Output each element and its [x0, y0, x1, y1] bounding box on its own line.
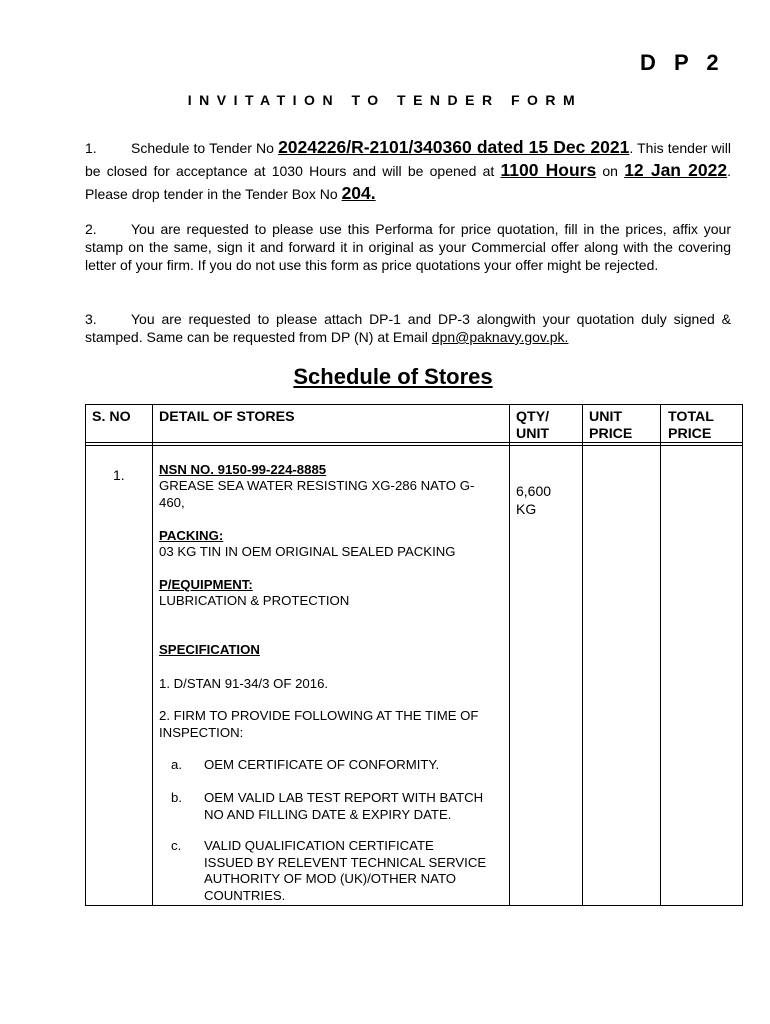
- schedule-title: Schedule of Stores: [293, 364, 493, 389]
- table-border-bottom: [85, 905, 743, 906]
- paragraph-number: 2.: [85, 221, 97, 237]
- paragraph-number: 3.: [85, 311, 97, 327]
- sub-item-letter: a.: [171, 757, 182, 772]
- table-border-left: [85, 404, 86, 906]
- table-border-right: [742, 404, 743, 906]
- packing-label: PACKING:: [159, 528, 224, 543]
- form-code: D P 2: [640, 50, 725, 75]
- opening-time: 1100 Hours: [500, 160, 597, 180]
- packing-value: 03 KG TIN IN OEM ORIGINAL SEALED PACKING: [159, 544, 456, 559]
- row-sno: 1.: [113, 467, 125, 483]
- opening-date: 12 Jan 2022: [624, 160, 728, 180]
- sub-item-text: OEM VALID LAB TEST REPORT WITH BATCH NO AND FILLING DATE & EXPIRY DATE.: [204, 790, 484, 822]
- specification-1: 1. D/STAN 91-34/3 OF 2016.: [159, 676, 329, 691]
- header-detail: DETAIL OF STORES: [159, 409, 295, 425]
- form-title: INVITATION TO TENDER FORM: [187, 92, 583, 108]
- header-unit-price: UNIT PRICE: [589, 409, 633, 442]
- table-column-divider: [509, 404, 510, 906]
- table-border-body-top: [85, 445, 743, 446]
- sub-item-letter: b.: [171, 790, 182, 805]
- header-qty: QTY/ UNIT: [516, 409, 550, 442]
- table-border-header-bottom: [85, 442, 743, 443]
- nsn-number: NSN NO. 9150-99-224-8885: [159, 462, 327, 477]
- paragraph-2: 2. You are requested to please use this Performa for price quotation, fill in the prices, affix your stamp on the same, sign it and forward it in original as your Commercial offer along with the covering letter of your firm. If you do not use this form as price quotations your offer might be rejected.: [85, 221, 731, 273]
- header-total-price: TOTAL PRICE: [668, 409, 714, 442]
- sub-item-text: VALID QUALIFICATION CERTIFICATE ISSUED BY RELEVENT TECHNICAL SERVICE AUTHORITY OF MOD (UK)/OTHER NATO COUNTRIES.: [204, 838, 487, 903]
- specification-label: SPECIFICATION: [159, 642, 260, 657]
- paragraph-3: 3. You are requested to please attach DP-1 and DP-3 alongwith your quotation duly signed & stamped. Same can be requested from DP (N) at Email dpn@paknavy.gov.pk.: [85, 311, 731, 345]
- specification-2: 2. FIRM TO PROVIDE FOLLOWING AT THE TIME OF INSPECTION:: [159, 708, 479, 740]
- table-column-divider: [152, 404, 153, 906]
- item-description: GREASE SEA WATER RESISTING XG-286 NATO G- 460,: [159, 478, 475, 510]
- paragraph-1: 1. Schedule to Tender No 2024226/R-2101/340360 dated 15 Dec 2021. This tender will be closed for acceptance at 1030 Hours and will be opened at 1100 Hours on 12 Jan 2022. Please drop tender in the Tender Box No 204.: [85, 137, 731, 203]
- table-column-divider: [582, 404, 583, 906]
- paragraph-number: 1.: [85, 140, 97, 156]
- email-link[interactable]: dpn@paknavy.gov.pk.: [431, 329, 569, 345]
- table-column-divider: [660, 404, 661, 906]
- equipment-value: LUBRICATION & PROTECTION: [159, 593, 350, 608]
- tender-reference: 2024226/R-2101/340360 dated 15 Dec 2021: [278, 137, 630, 157]
- quantity-value: 6,600 KG: [516, 483, 552, 517]
- table-border-top: [85, 404, 743, 405]
- tender-box-number: 204.: [341, 183, 376, 203]
- header-sno: S. NO: [92, 409, 131, 425]
- equipment-label: P/EQUIPMENT:: [159, 577, 253, 592]
- sub-item-letter: c.: [171, 838, 182, 853]
- sub-item-text: OEM CERTIFICATE OF CONFORMITY.: [204, 757, 440, 772]
